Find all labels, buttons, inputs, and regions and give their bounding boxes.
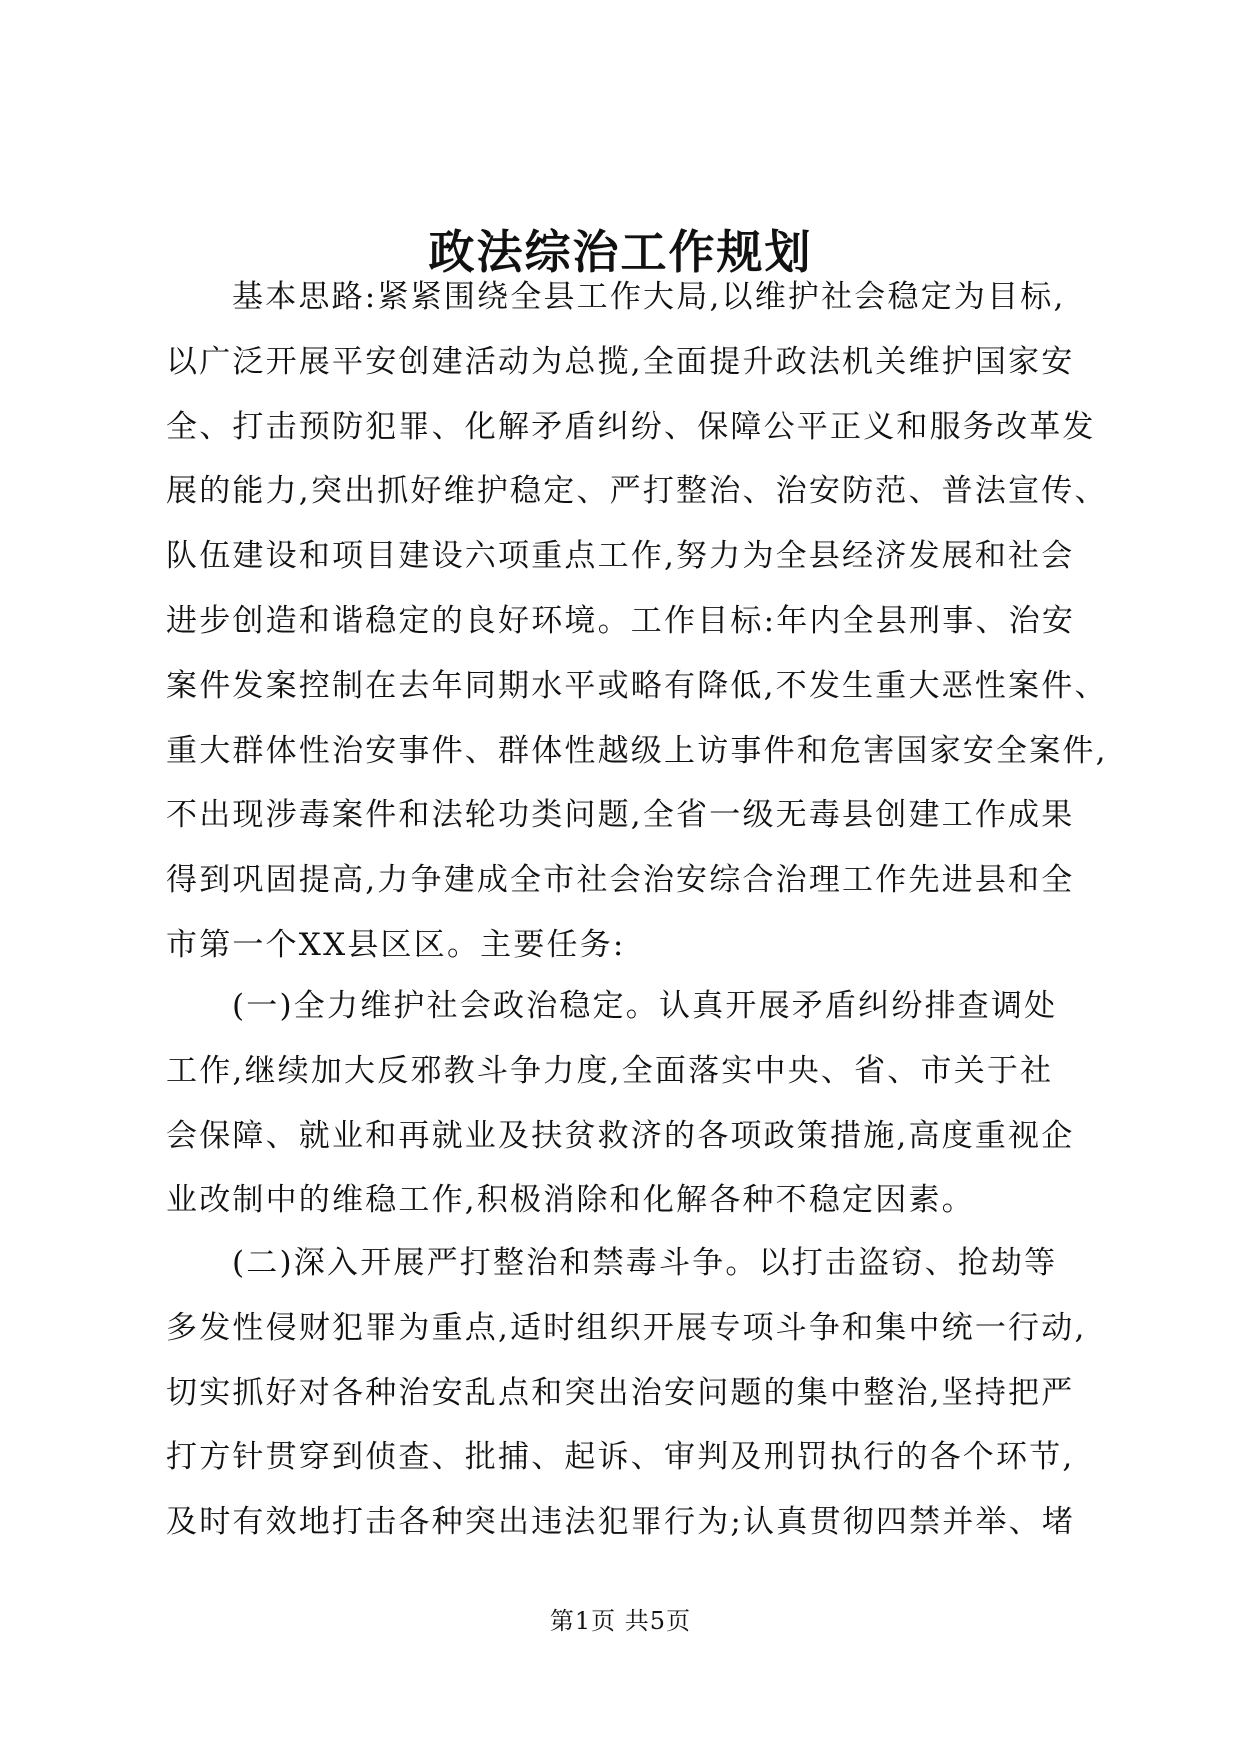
text-line: 重大群体性治安事件、群体性越级上访事件和危害国家安全案件,: [166, 732, 1108, 769]
text-line: 多发性侵财犯罪为重点,适时组织开展专项斗争和集中统一行动,: [166, 1309, 1087, 1346]
text-line: (二)深入开展严打整治和禁毒斗争。以打击盗窃、抢劫等: [232, 1245, 1058, 1281]
text-line: (一)全力维护社会政治稳定。认真开展矛盾纠纷排查调处: [232, 988, 1058, 1024]
text-line: 工作,继续加大反邪教斗争力度,全面落实中央、省、市关于社: [166, 1052, 1054, 1089]
text-line: 切实抓好对各种治安乱点和突出治安问题的集中整治,坚持把严: [166, 1374, 1075, 1411]
text-line: 会保障、就业和再就业及扶贫救济的各项政策措施,高度重视企: [166, 1117, 1075, 1154]
text-line: 全、打击预防犯罪、化解矛盾纠纷、保障公平正义和服务改革发: [166, 408, 1096, 445]
text-line: 队伍建设和项目建设六项重点工作,努力为全县经济发展和社会: [166, 538, 1075, 575]
text-line: 打方针贯穿到侦查、批捕、起诉、审判及刑罚执行的各个环节,: [166, 1439, 1075, 1476]
paragraph-task-one: [166, 974, 1078, 1233]
text-line: 进步创造和谐稳定的良好环境。工作目标:年内全县刑事、治安: [166, 602, 1076, 639]
page-footer: 第1页 共5页: [549, 1607, 692, 1635]
text-line: 不出现涉毒案件和法轮功类问题,全省一级无毒县创建工作成果: [166, 797, 1075, 834]
text-line: 基本思路:紧紧围绕全县工作大局,以维护社会稳定为目标,: [232, 279, 1066, 315]
paragraph-task-two: [166, 1231, 1087, 1555]
text-line: 以广泛开展平安创建活动为总揽,全面提升政法机关维护国家安: [166, 343, 1075, 380]
text-line: 业改制中的维稳工作,积极消除和化解各种不稳定因素。: [166, 1182, 975, 1219]
text-line: 得到巩固提高,力争建成全市社会治安综合治理工作先进县和全: [166, 862, 1075, 899]
document-title: 政法综治工作规划: [428, 225, 813, 279]
text-line: 案件发案控制在去年同期水平或略有降低,不发生重大恶性案件、: [166, 667, 1108, 704]
text-line: 及时有效地打击各种突出违法犯罪行为;认真贯彻四禁并举、堵: [166, 1504, 1076, 1541]
text-line: 展的能力,突出抓好维护稳定、严打整治、治安防范、普法宣传、: [166, 473, 1108, 510]
text-line: 市第一个XX县区区。主要任务:: [166, 926, 626, 963]
paragraph-basic-approach: [166, 265, 1108, 978]
